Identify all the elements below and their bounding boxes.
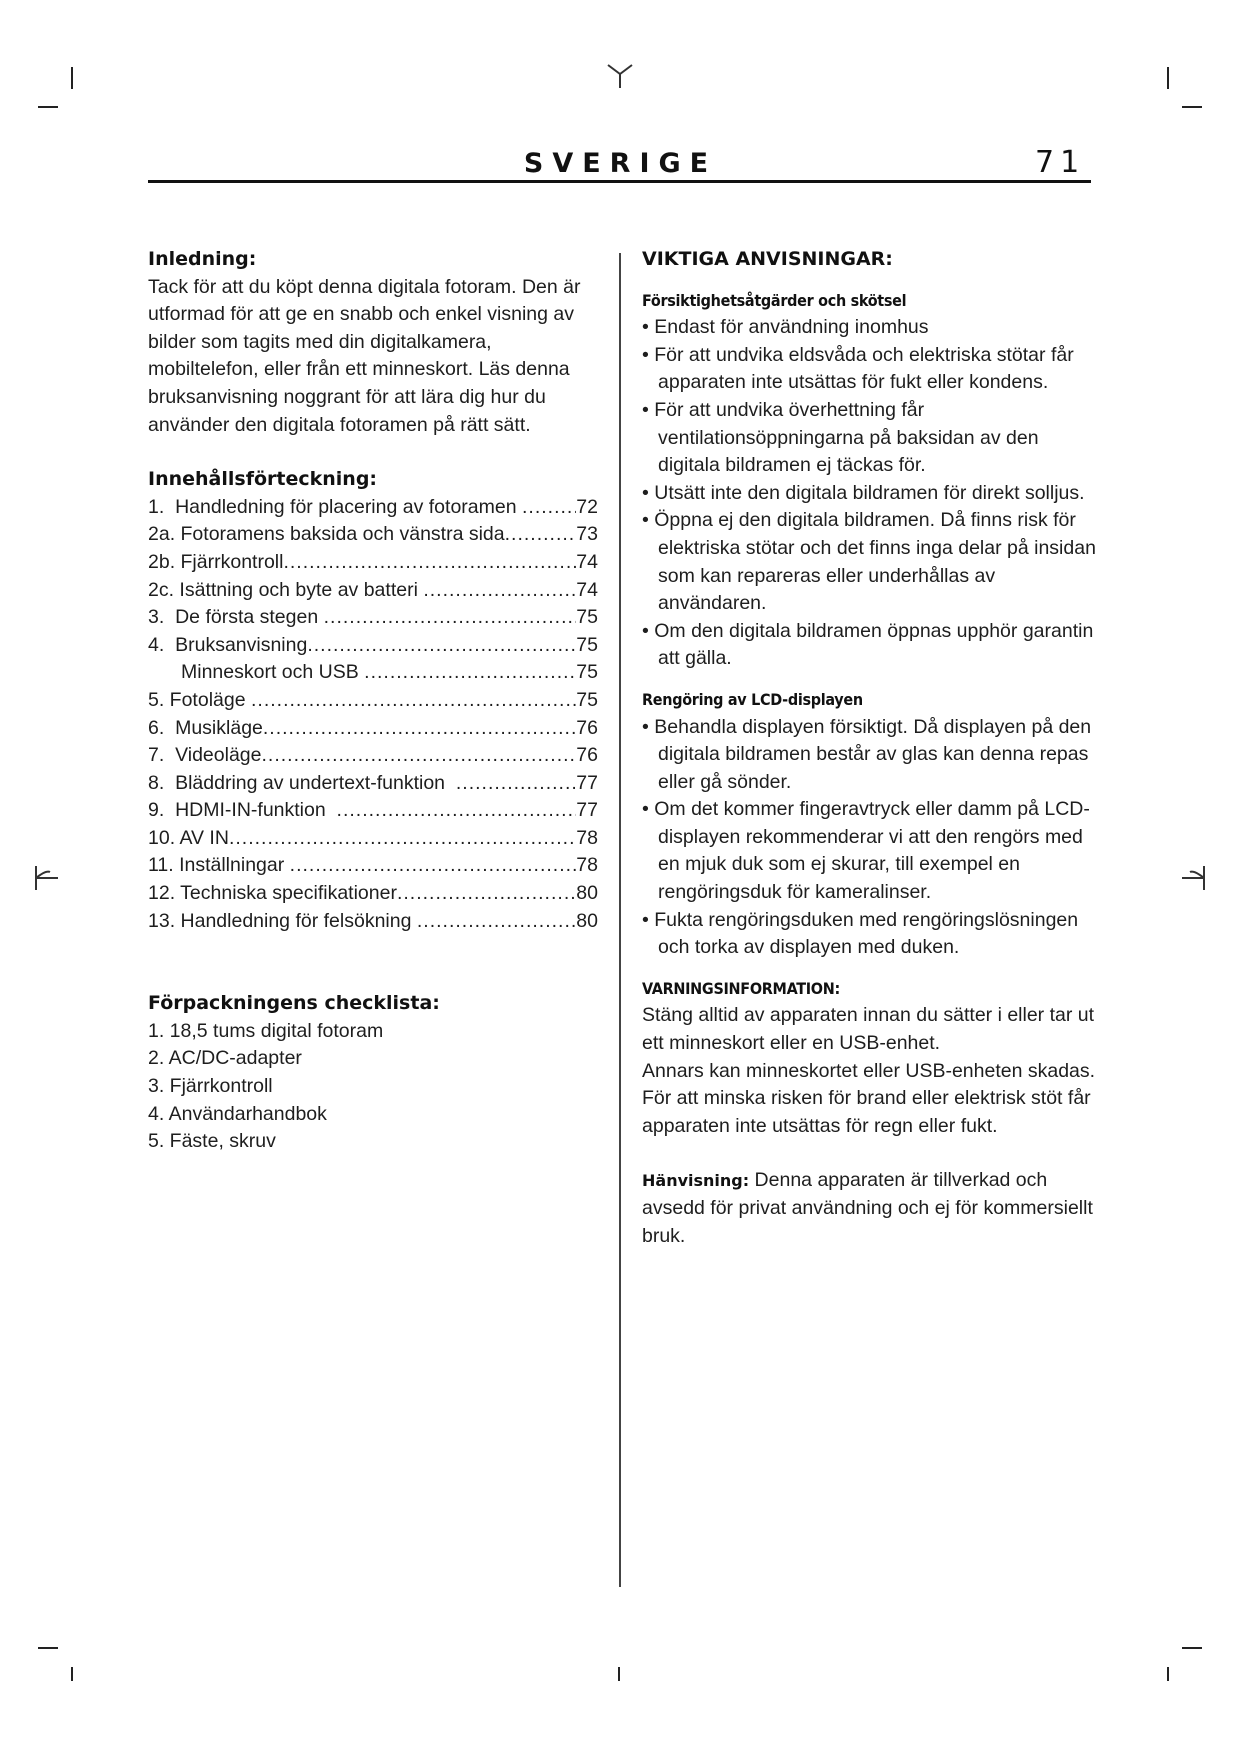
right-column: [642, 246, 1097, 1250]
toc-item: Minneskort och USB ..... 75: [148, 659, 598, 687]
toc-item: 2c. Isättning och byte av batteri ..... 74: [148, 577, 598, 605]
toc-item: 2a. Fotoramens baksida och vänstra sida ..... 73: [148, 521, 598, 549]
toc-list: [148, 494, 598, 936]
crop-mark: [618, 1667, 620, 1681]
crop-mark: [1182, 1647, 1202, 1649]
note-text: Denna apparaten är tillverkad och avsedd för privat användning och ej för kommersiellt bruk.: [642, 1169, 1093, 1247]
precautions-heading: Försiktighetsåtgärder och skötsel: [642, 290, 907, 310]
note-label: Hänvisning:: [642, 1171, 750, 1191]
crop-mark: [38, 1647, 58, 1649]
warning-paragraph: Stäng alltid av apparaten innan du sätter i eller tar ut ett minneskort eller en USB-enhet.: [642, 1004, 1095, 1055]
header-rule: [148, 180, 1091, 183]
registration-mark-left: [32, 864, 62, 892]
toc-item: 3. De första stegen ..... 75: [148, 604, 598, 632]
checklist-item: 2. AC/DC-adapter: [148, 1047, 302, 1070]
toc-item: 7. Videoläge ..... 76: [148, 742, 598, 770]
intro-text: Tack för att du köpt denna digitala fotoram. Den är utformad för att ge en snabb och enkel visning av bilder som tagits med din digitalkamera, mobiltelefon, eller från ett minneskort. Läs denna bruksanvisning noggrant för att lära dig hur du använder den digitala fotoramen på rätt sätt.: [148, 275, 581, 436]
crop-mark: [1182, 106, 1202, 108]
toc-item: 5. Fotoläge ..... 75: [148, 687, 598, 715]
warning-paragraph: Annars kan minneskortet eller USB-enheten skadas. För att minska risken för brand eller elektrisk stöt får apparaten inte utsättas för regn eller fukt.: [642, 1059, 1096, 1137]
checklist-list: [148, 1018, 598, 1156]
precaution-item: • Utsätt inte den digitala bildramen för direkt solljus.: [642, 480, 1097, 508]
precaution-item: • För att undvika eldsvåda och elektriska stötar får apparaten inte utsättas för fukt eller kondens.: [642, 342, 1097, 397]
column-divider: [619, 253, 621, 1587]
intro-heading: Inledning:: [148, 248, 257, 270]
checklist-item: 5. Fäste, skruv: [148, 1130, 276, 1153]
toc-item: 8. Bläddring av undertext-funktion ..... 77: [148, 770, 598, 798]
toc-item: 9. HDMI-IN-funktion ..... 77: [148, 797, 598, 825]
cleaning-item: • Fukta rengöringsduken med rengöringslösningen och torka av displayen med duken.: [642, 907, 1097, 962]
precaution-item: • Om den digitala bildramen öppnas upphör garantin att gälla.: [642, 618, 1097, 673]
precaution-item: • Endast för användning inomhus: [642, 314, 1097, 342]
crop-mark: [38, 106, 58, 108]
toc-item: 12. Techniska specifikationer ..... 80: [148, 880, 598, 908]
important-heading: VIKTIGA ANVISNINGAR:: [642, 248, 893, 270]
precautions-list: [642, 314, 1097, 673]
note-paragraph: [642, 1167, 1097, 1250]
checklist-heading: Förpackningens checklista:: [148, 992, 440, 1015]
toc-item: 11. Inställningar ..... 78: [148, 852, 598, 880]
cleaning-list: [642, 714, 1097, 962]
crop-mark: [71, 67, 73, 89]
toc-item: 13. Handledning för felsökning ..... 80: [148, 908, 598, 936]
warning-heading: VARNINGSINFORMATION:: [642, 978, 840, 998]
cleaning-item: • Om det kommer fingeravtryck eller damm på LCD-displayen rekommenderar vi att den rengörs med en mjuk duk som ej skurar, till exempel en rengöringsduk för kameralinser.: [642, 796, 1097, 906]
left-column: [148, 246, 598, 1156]
toc-heading: Innehållsförteckning:: [148, 468, 378, 491]
precaution-item: • För att undvika överhettning får ventilationsöppningarna på baksidan av den digitala bildramen ej täckas för.: [642, 397, 1097, 480]
toc-item: 10. AV IN ..... 78: [148, 825, 598, 853]
crop-mark: [71, 1667, 73, 1681]
checklist-item: 3. Fjärrkontroll: [148, 1075, 273, 1098]
page-title: SVERIGE: [523, 148, 718, 179]
cleaning-heading: Rengöring av LCD-displayen: [642, 689, 863, 709]
checklist-item: 4. Användarhandbok: [148, 1102, 327, 1125]
cleaning-item: • Behandla displayen försiktigt. Då displayen på den digitala bildramen består av glas kan denna repas eller gå sönder.: [642, 714, 1097, 797]
page-number: 71: [1035, 145, 1086, 180]
registration-mark-top: [605, 62, 635, 90]
precaution-item: • Öppna ej den digitala bildramen. Då finns risk för elektriska stötar och det finns inga delar på insidan som kan repareras eller underhållas av användaren.: [642, 507, 1097, 617]
crop-mark: [1167, 1667, 1169, 1681]
registration-mark-right: [1178, 864, 1208, 892]
toc-item: 6. Musikläge ..... 76: [148, 715, 598, 743]
toc-item: 2b. Fjärrkontroll ..... 74: [148, 549, 598, 577]
toc-item: 4. Bruksanvisning ..... 75: [148, 632, 598, 660]
toc-item: 1. Handledning för placering av fotoramen ..... 72: [148, 494, 598, 522]
checklist-item: 1. 18,5 tums digital fotoram: [148, 1019, 384, 1042]
crop-mark: [1167, 67, 1169, 89]
